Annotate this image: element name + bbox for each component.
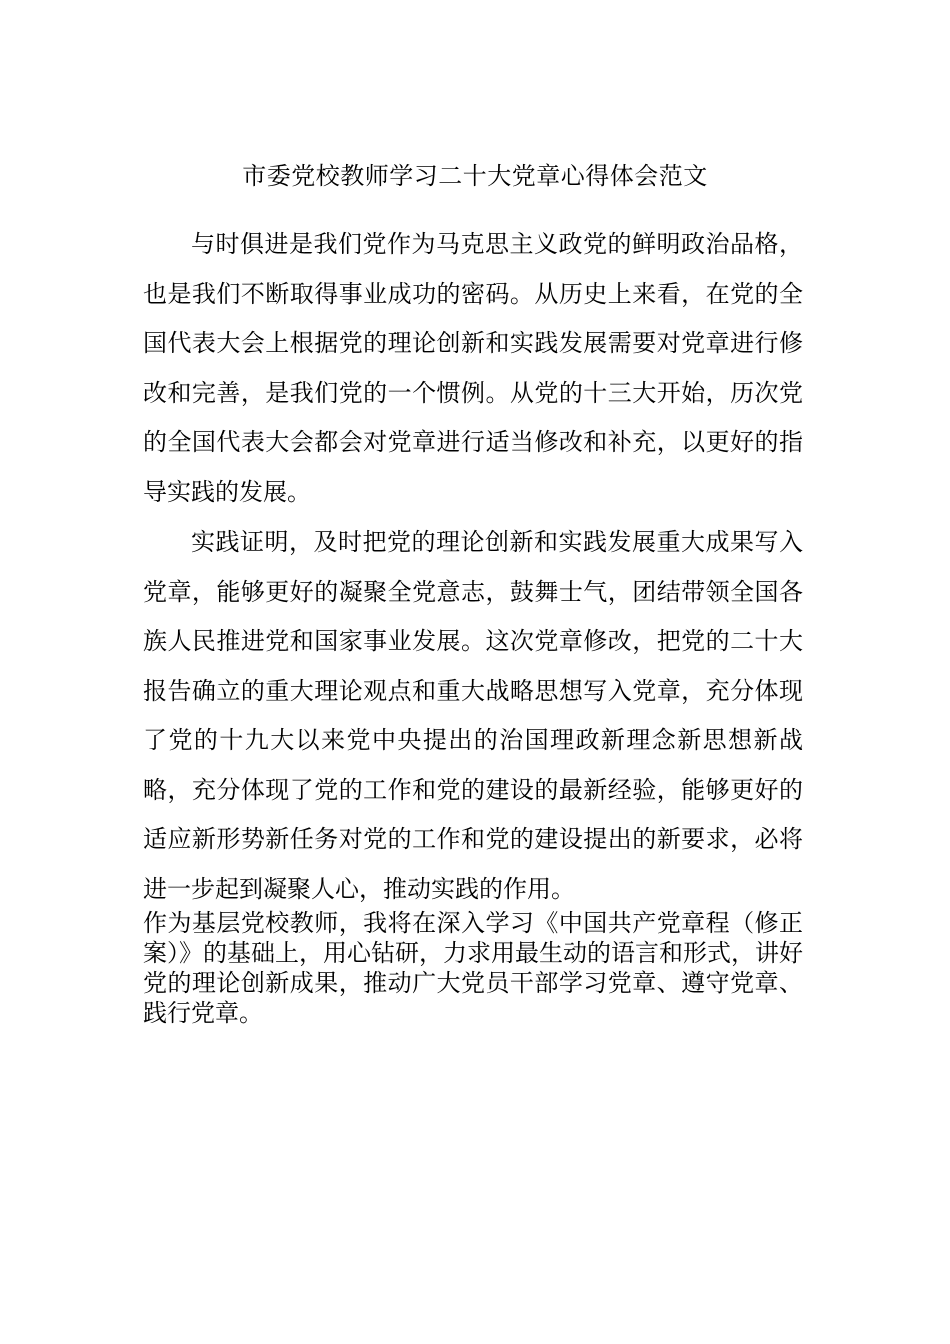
document-title: 市委党校教师学习二十大党章心得体会范文 bbox=[242, 162, 708, 190]
document-body bbox=[143, 220, 803, 1028]
paragraph-3: 作为基层党校教师，我将在深入学习《中国共产党章程（修正案）》的基础上，用心钻研，力求用最生动的语言和形式，讲好党的理论创新成果，推动广大党员干部学习党章、遵守党章、践行党章。 bbox=[143, 909, 803, 1027]
paragraph-1: 与时俱进是我们党作为马克思主义政党的鲜明政治品格，也是我们不断取得事业成功的密码。从历史上来看，在党的全国代表大会上根据党的理论创新和实践发展需要对党章进行修改和完善，是我们党的一个惯例。从党的十三大开始，历次党的全国代表大会都会对党章进行适当修改和补充，以更好的指导实践的发展。 bbox=[143, 230, 803, 506]
paragraph-2: 实践证明，及时把党的理论创新和实践发展重大成果写入党章，能够更好的凝聚全党意志，鼓舞士气，团结带领全国各族人民推进党和国家事业发展。这次党章修改，把党的二十大报告确立的重大理论观点和重大战略思想写入党章，充分体现了党的十九大以来党中央提出的治国理政新理念新思想新战略，充分体现了党的工作和党的建设的最新经验，能够更好的适应新形势新任务对党的工作和党的建设提出的新要求，必将进一步起到凝聚人心，推动实践的作用。 bbox=[143, 528, 803, 903]
